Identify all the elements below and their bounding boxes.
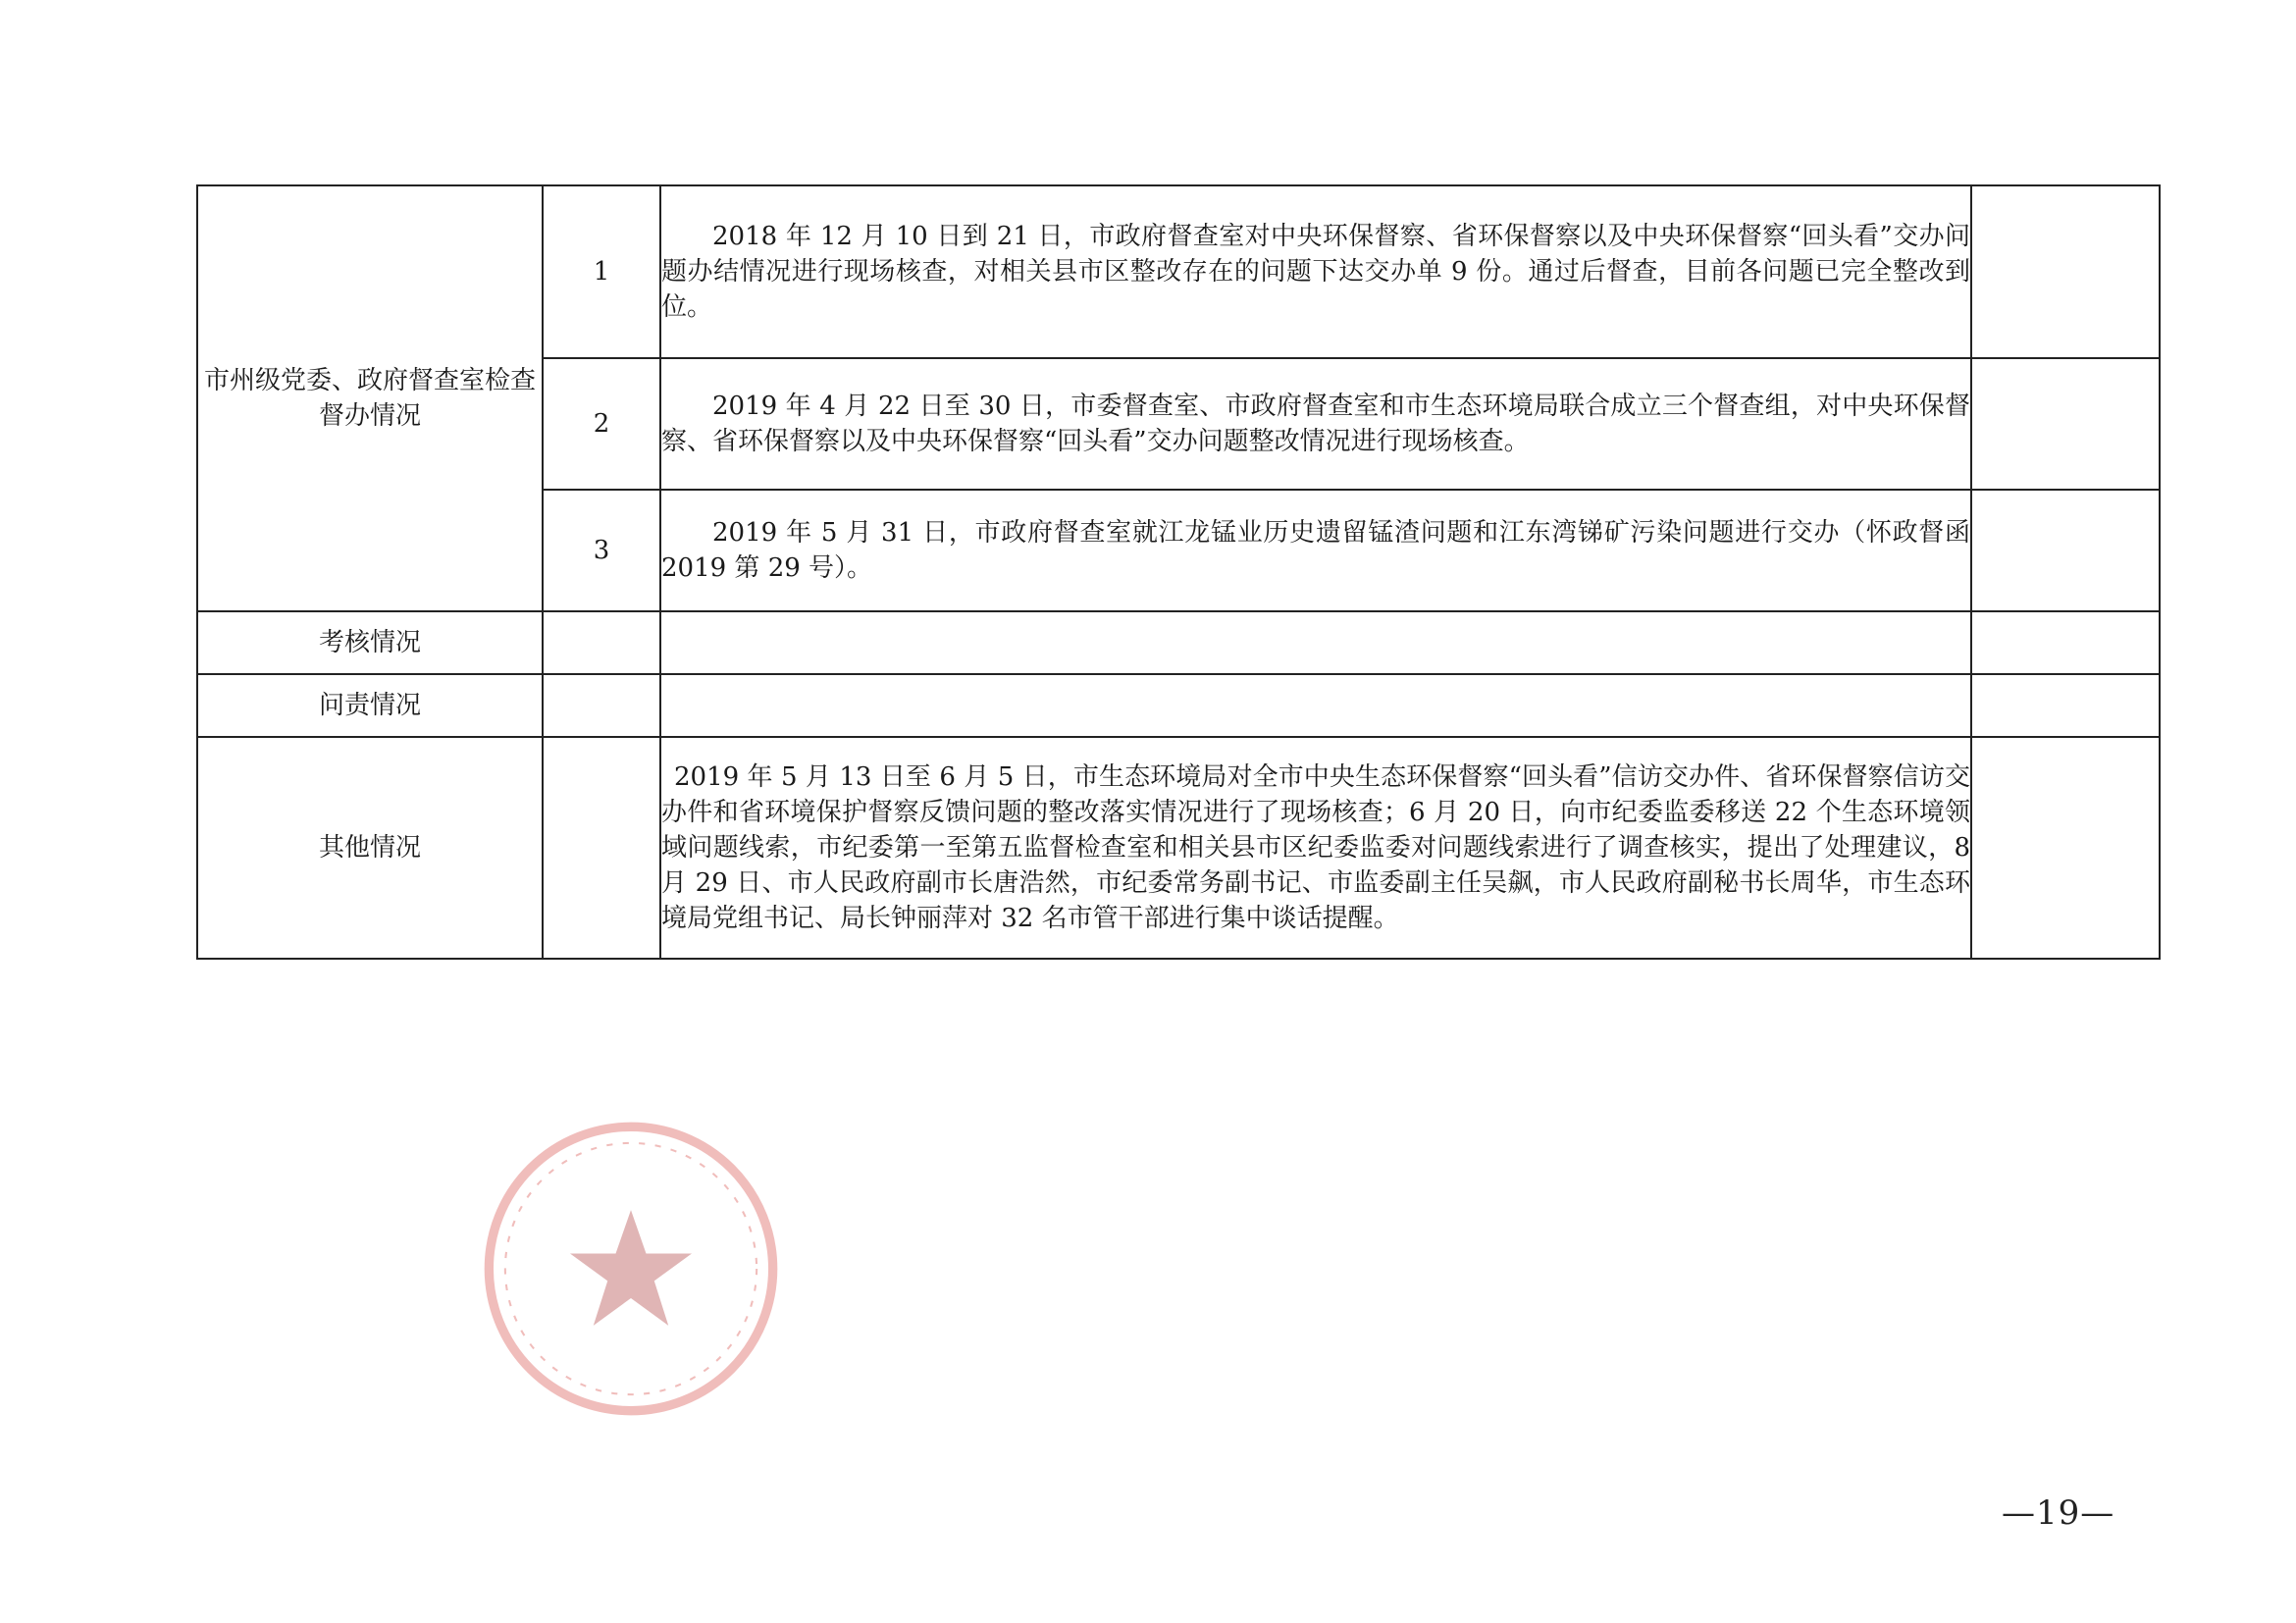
row-description (660, 358, 1971, 490)
empty-cell (660, 674, 1971, 737)
star-seal-icon (479, 1117, 783, 1421)
row-description (660, 185, 1971, 358)
row-text: 2019 年 5 月 31 日，市政府督查室就江龙锰业历史遗留锰渣问题和江东湾锑矿污染问题进行交办（怀政督函 2019 第 29 号）。 (661, 518, 1970, 583)
remarks-cell (1971, 358, 2160, 490)
table-row (197, 674, 2160, 737)
table-row (197, 737, 2160, 959)
remarks-cell (1971, 490, 2160, 611)
other-label: 其他情况 (197, 737, 543, 959)
empty-cell (660, 611, 1971, 674)
section-label: 市州级党委、政府督查室检查督办情况 (203, 366, 536, 431)
empty-cell (543, 674, 660, 737)
section-label-cell (197, 185, 543, 611)
row-description (660, 490, 1971, 611)
empty-cell (543, 611, 660, 674)
row-number: 2 (543, 358, 660, 490)
remarks-cell (1971, 674, 2160, 737)
table-row (197, 611, 2160, 674)
page-number: —19— (2002, 1493, 2115, 1533)
row-number: 1 (543, 185, 660, 358)
remarks-cell (1971, 185, 2160, 358)
empty-cell (543, 737, 660, 959)
other-description (660, 737, 1971, 959)
accountability-label: 问责情况 (197, 674, 543, 737)
supervision-table (196, 184, 2161, 960)
table-row (197, 185, 2160, 358)
remarks-cell (1971, 737, 2160, 959)
row-text: 2018 年 12 月 10 日到 21 日，市政府督查室对中央环保督察、省环保督察以及中央环保督察“回头看”交办问题办结情况进行现场核查，对相关县市区整改存在的问题下达交办单 9 份。通过后督查，目前各问题已完全整改到位。 (661, 222, 1970, 322)
other-text: 2019 年 5 月 13 日至 6 月 5 日，市生态环境局对全市中央生态环保督察“回头看”信访交办件、省环保督察信访交办件和省环境保护督察反馈问题的整改落实情况进行了现场核查；6 月 20 日，向市纪委监委移送 22 个生态环境领域问题线索，市纪委第一至第五监督检查室和相关县市区纪委监委对问题线索进行了调查核实，提出了处理建议，8 月 29 日、市人民政府副市长唐浩然，市纪委常务副书记、市监委副主任吴飙，市人民政府副秘书长周华，市生态环境局党组书记、局长钟丽萍对 32 名市管干部进行集中谈话提醒。 (661, 762, 1970, 933)
row-number: 3 (543, 490, 660, 611)
row-text: 2019 年 4 月 22 日至 30 日，市委督查室、市政府督查室和市生态环境局联合成立三个督查组，对中央环保督察、省环保督察以及中央环保督察“回头看”交办问题整改情况进行现场核查。 (661, 392, 1970, 456)
remarks-cell (1971, 611, 2160, 674)
assessment-label: 考核情况 (197, 611, 543, 674)
